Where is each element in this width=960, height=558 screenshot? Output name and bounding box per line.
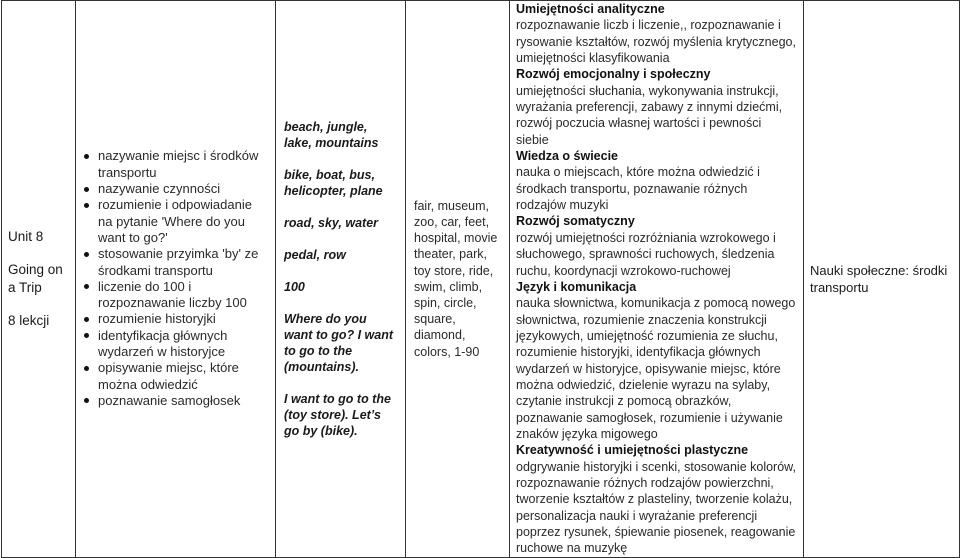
objectives-cell — [76, 1, 276, 558]
cross-curricular-cell — [804, 1, 960, 558]
vocabulary-item: beach, jungle, lake, mountains — [284, 119, 379, 150]
skills-heading: Kreatywność i umiejętności plastyczne — [516, 443, 749, 458]
unit-number: Unit 8 — [8, 228, 44, 244]
skills-heading: Język i komunikacja — [516, 279, 637, 294]
unit-lessons: 8 lekcji — [8, 312, 50, 328]
objective-item: rozumienie historyjki — [82, 311, 267, 327]
skills-text: nauka słownictwa, komunikacja z pomocą nowego słownictwa, rozumienie znaczenia konstrukcji językowych, umiejętność rozumienia ze słuchu, rozumienie historyjki, identyfikacja głównych wydarzeń w historyjce, opisywanie miejsc, które można odwiedzić, dzielenie wyrazu na sylaby, czytanie instrukcji z pomocą obrazków, poznawanie samogłosek, rozumienie i używanie znaków języka migowego — [516, 296, 796, 441]
unit-row — [2, 1, 960, 558]
objective-item: rozumienie i odpowiadanie na pytanie 'Where do you want to go?' — [82, 197, 267, 246]
skills-heading: Rozwój emocjonalny i społeczny — [516, 67, 711, 82]
objective-item: liczenie do 100 i rozpoznawanie liczby 100 — [82, 279, 267, 312]
cross-curricular-text: Nauki społeczne: środki transportu — [810, 262, 948, 295]
vocabulary-item: Where do you want to go? I want to go to the (mountains). — [284, 311, 394, 374]
vocabulary-item: 100 — [284, 279, 305, 294]
skills-text: rozpoznawanie liczb i liczenie,, rozpoznawanie i rysowanie kształtów, rozwój myślenia krytycznego, umiejętności klasyfikowania — [516, 18, 796, 66]
skills-cell — [510, 1, 804, 558]
skills-text: nauka o miejscach, które można odwiedzić i środkach transportu, poznawanie różnych rodzajów muzyki — [516, 165, 760, 213]
objective-item: stosowanie przyimka 'by' ze środkami transportu — [82, 246, 267, 279]
skills-text: odgrywanie historyjki i scenki, stosowanie kolorów, rozpoznawanie różnych rodzajów powierzchni, tworzenie kształtów z plasteliny, tworzenie kolażu, personalizacja nauki i wyrażanie preferencji poprzez rysunek, śpiewanie piosenek, reagowanie ruchowe na muzykę — [516, 459, 796, 556]
skills-heading: Wiedza o świecie — [516, 149, 619, 164]
objective-item: opisywanie miejsc, które można odwiedzić — [82, 360, 267, 393]
words-list: fair, museum, zoo, car, feet, hospital, movie theater, park, toy store, ride, swim, climb, spin, circle, square, diamond, colors, 1-90 — [414, 198, 498, 359]
objectives-list — [82, 148, 267, 409]
unit-title: Going on a Trip — [8, 261, 63, 295]
vocabulary-item: pedal, row — [284, 247, 346, 262]
objective-item: poznawanie samogłosek — [82, 393, 267, 409]
vocabulary-item: bike, boat, bus, helicopter, plane — [284, 167, 383, 198]
objective-item: identyfikacja głównych wydarzeń w historyjce — [82, 328, 267, 361]
vocabulary-cell — [276, 1, 406, 558]
objective-item: nazywanie czynności — [82, 181, 267, 197]
curriculum-table — [1, 0, 960, 558]
unit-cell — [2, 1, 76, 558]
skills-text: rozwój umiejętności rozróżniania wzrokowego i słuchowego, sprawności ruchowych, śledzenia ruchu, koordynacji wzrokowo-ruchowej — [516, 230, 776, 278]
words-cell — [406, 1, 510, 558]
skills-text: umiejętności słuchania, wykonywania instrukcji, wyrażania preferencji, zabawy z innymi dziećmi, rozwój poczucia własnej wartości i pewności siebie — [516, 83, 783, 147]
vocabulary-item: I want to go to the (toy store). Let’s go by (bike). — [284, 391, 391, 438]
skills-heading: Rozwój somatyczny — [516, 214, 635, 229]
vocabulary-item: road, sky, water — [284, 215, 379, 230]
skills-heading: Umiejętności analityczne — [516, 2, 665, 16]
objective-item: nazywanie miejsc i środków transportu — [82, 148, 267, 181]
